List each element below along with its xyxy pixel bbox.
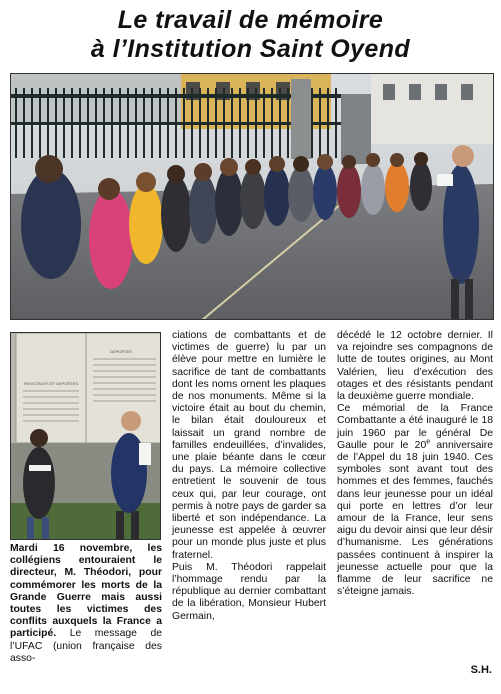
plaque-label-right: DEPORTES: [110, 349, 132, 354]
headline-line-2: à l’Institution Saint Oyend: [90, 35, 411, 63]
memorial-photo-image: [11, 333, 161, 540]
caption-bold: Mardi 16 novembre, les collégiens entouraient le directeur, M. Théodori, pour commémorer les morts de la Grande Guerre mais aussi toutes les victimes des conflits auxquels la France a participé.: [10, 543, 162, 640]
main-photo: [10, 73, 494, 320]
headline-line-1: Le travail de mémoire: [117, 6, 384, 34]
column-3-text-a: Ce mémorial de la France Combattante a été inauguré le 18 juin 1960 par le général De Gaulle pour le 20: [337, 403, 493, 451]
main-photo-image: [11, 74, 494, 320]
ordinal-superscript: e: [426, 438, 431, 446]
column-2-paragraph-2: Puis M. Théodori rappelait l’hommage rendu par la république au dernier combattant de la libération, Monsieur Hubert Germain,: [172, 561, 326, 622]
memorial-photo: [10, 332, 161, 540]
column-3-paragraph-2: [337, 403, 493, 598]
article-headline: [0, 6, 501, 64]
author-signature: S.H.: [470, 664, 492, 676]
column-3-paragraph-1: décédé le 12 octobre dernier. Il va rejoindre ses compagnons de lutte de toutes origines, au Mont Valérien, lieu d’exécution des otages et des résistants pendant la deuxième guerre mondiale.: [337, 330, 493, 403]
photo-caption: [10, 543, 162, 665]
article-column-2: [172, 330, 326, 623]
article-column-3: [337, 330, 493, 598]
caption-continuation: Le message de l’UFAC (union française des asso-: [10, 628, 162, 664]
column-2-paragraph-1: ciations de combattants et de victimes de guerre) lu par un élève pour mettre en lumière le sacrifice de tant de combattants dont les noms ornent les plaques de nos monuments. Même si la victoire était au bout du chemin, le bilan était douloureux et laissait un grand nombre de familles endeuillées, d’invalides, une plaie béante dans le cœur du pays. La mémoire collective entretient le souvenir de tous ceux qui, par leur courage, ont permis à notre pays de garder sa liberté et son indépendance. La jeunesse est appelée à œuvrer pour un monde plus juste et plus fraternel.: [172, 330, 326, 561]
column-3-text-b: anniversaire de l’Appel du 18 juin 1940. Ces symboles sont avant tout des hommes et des femmes, fauchés dans leur jeunesse pour un idéal qui porte en lettres d’or leur amour de la France, leur sens aigu du devoir ainsi que leur désir d’humanisme. Les générations passées continuent à inspirer la jeunesse actuelle pour que la flamme de leur sacrifice ne s’éteigne jamais.: [337, 439, 493, 598]
plaque-label-left: RESISTANTS ET DEPORTES: [23, 381, 79, 386]
